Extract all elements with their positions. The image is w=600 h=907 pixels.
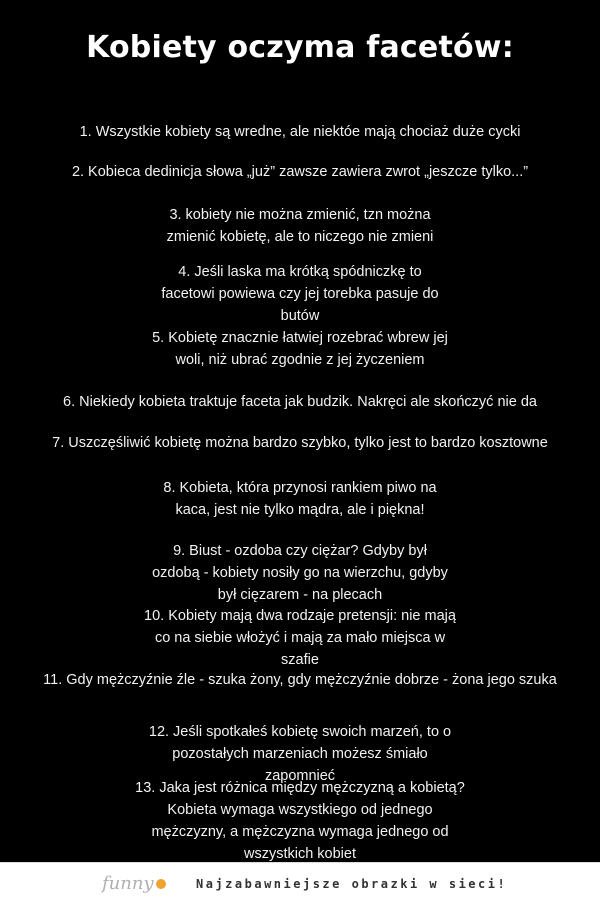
joke-item-10: 10. Kobiety mają dwa rodzaje pretensji: nie mają co na siebie włożyć i mają za mało miejsca w szafie: [144, 608, 456, 668]
site-footer: [0, 862, 600, 907]
joke-item-7: 7. Uszczęśliwić kobietę można bardzo szybko, tylko jest to bardzo kosztowne: [52, 435, 548, 451]
joke-item-1: 1. Wszystkie kobiety są wredne, ale niektóe mają chociaż duże cycki: [79, 124, 521, 140]
joke-item-5: 5. Kobietę znacznie łatwiej rozebrać wbrew jej woli, niż ubrać zgodnie z jej życzeniem: [152, 330, 448, 368]
joke-item-8: 8. Kobieta, która przynosi rankiem piwo na kaca, jest nie tylko mądra, ale i piękna!: [163, 480, 437, 518]
logo-dot-icon: [156, 879, 166, 889]
joke-item-13: 13. Jaka jest różnica między mężczyzną a kobietą? Kobieta wymaga wszystkiego od jednego mężczyzny, a mężczyzna wymaga jednego od wszystkich kobiet: [135, 780, 465, 862]
joke-item-4: 4. Jeśli laska ma krótką spódniczkę to facetowi powiewa czy jej torebka pasuje do butów: [161, 264, 439, 324]
joke-item-11: 11. Gdy mężczyźnie źle - szuka żony, gdy mężczyźnie dobrze - żona jego szuka: [43, 672, 557, 688]
joke-item-9: 9. Biust - ozdoba czy ciężar? Gdyby był ozdobą - kobiety nosiły go na wierzchu, gdyby był cięzarem - na plecach: [152, 543, 448, 603]
joke-item-12: 12. Jeśli spotkałeś kobietę swoich marzeń, to o pozostałych marzeniach możesz śmiało zapomnieć: [148, 724, 452, 784]
site-slogan: Najzabawniejsze obrazki w sieci!: [196, 877, 508, 891]
site-logo[interactable]: [102, 873, 166, 894]
joke-item-6: 6. Niekiedy kobieta traktuje faceta jak budzik. Nakręci ale skończyć nie da: [63, 394, 537, 410]
poster-title: Kobiety oczyma facetów:: [86, 30, 514, 65]
logo-text: funny: [102, 873, 154, 894]
joke-item-3: 3. kobiety nie można zmienić, tzn można zmienić kobietę, ale to niczego nie zmieni: [166, 207, 434, 245]
joke-item-2: 2. Kobieca dedinicja słowa „już” zawsze zawiera zwrot „jeszcze tylko...”: [71, 164, 529, 180]
